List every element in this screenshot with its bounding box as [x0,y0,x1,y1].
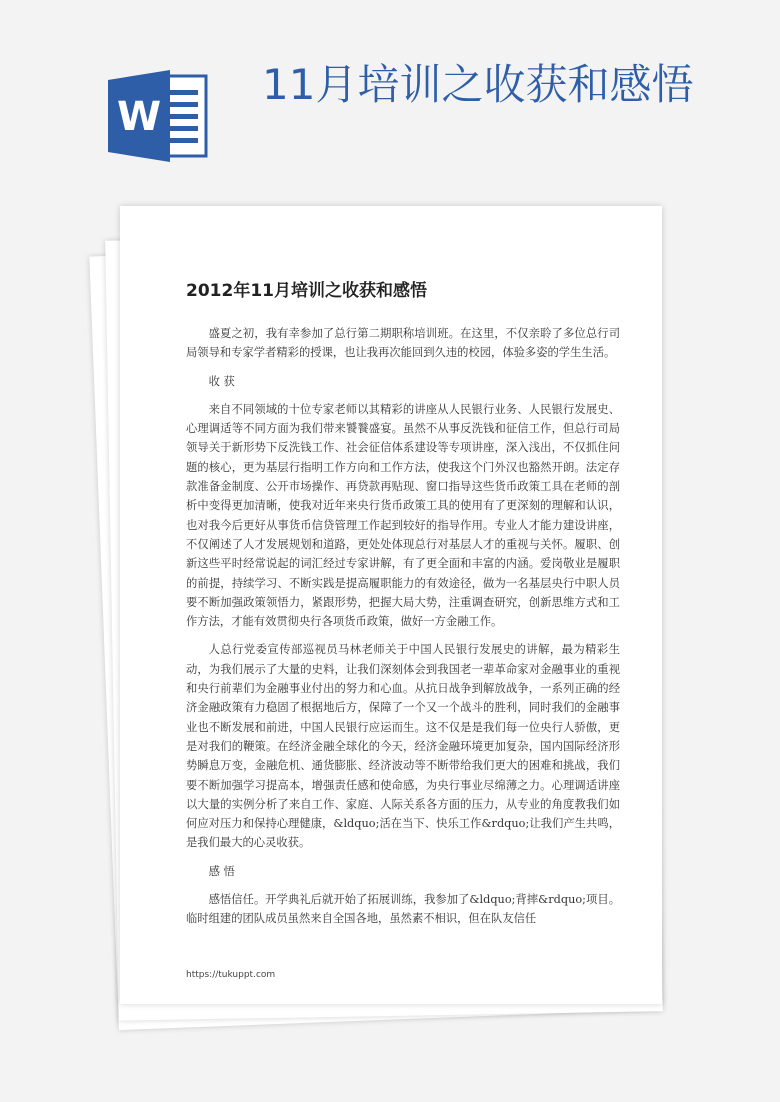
paragraph-lectures: 来自不同领域的十位专家老师以其精彩的讲座从人民银行业务、人民银行发展史、心理调适等不同方面为我们带来饕餮盛宴。虽然不从事反洗钱和征信工作，但总行司局领导关于新形势下反洗钱工作、社会征信体系建设等专项讲座，深入浅出，不仅抓住问题的核心，更为基层行指明工作方向和工作方法，使我这个门外汉也豁然开朗。法定存款准备金制度、公开市场操作、再贷款再贴现、窗口指导这些货币政策工具在老师的剖析中变得更加清晰，使我对近年来央行货币政策工具的使用有了更深刻的理解和认识，也对我今后更好从事货币信贷管理工作起到较好的指导作用。专业人才能力建设讲座，不仅阐述了人才发展规划和道路，更处处体现总行对基层人才的重视与关怀。履职、创新这些平时经常说起的词汇经过专家讲解，有了更全面和丰富的内涵。爱岗敬业是履职的前提，持续学习、不断实践是提高履职能力的有效途径，做为一名基层央行中职人员要不断加强政策领悟力，紧跟形势，把握大局大势，注重调查研究，创新思维方式和工作方法，才能有效贯彻央行各项货币政策，做好一方金融工作。 [186,402,620,629]
section-heading-insights: 感 悟 [208,864,235,878]
page-title: 11月培训之收获和感悟 [262,60,694,109]
word-logo-letter: W [116,94,162,140]
paragraph-history: 人总行党委宣传部巡视员马林老师关于中国人民银行发展史的讲解，最为精彩生动，为我们展示了大量的史料，让我们深刻体会到我国老一辈革命家对金融事业的重视和央行前辈们为金融事业付出的努力和心血。从抗日战争到解放战争，一系列正确的经济金融政策有力稳固了根据地后方，保障了一个又一个战斗的胜利，同时我们的金融事业也不断发展和前进，中国人民银行应运而生。这不仅是是我们每一位央行人骄傲，更是对我们的鞭策。在经济金融全球化的今天，经济金融环境更加复杂，国内国际经济形势瞬息万变，金融危机、通货膨胀、经济波动等不断带给我们更大的困难和挑战，我们要不断加强学习提高本，增强责任感和使命感，为央行事业尽绵薄之力。心理调适讲座以大量的实例分析了来自工作、家庭、人际关系各方面的压力，从专业的角度教我们如何应对压力和保持心理健康，&ldquo;活在当下、快乐工作&rdquo;让我们产生共鸣，是我们最大的心灵收获。 [186,643,620,850]
paragraph-trust: 感悟信任。开学典礼后就开始了拓展训练，我参加了&ldquo;背摔&rdquo;项目。临时组建的团队成员虽然来自全国各地，虽然素不相识，但在队友信任 [186,893,620,926]
footer-url: https://tukuppt.com [186,970,276,980]
paragraph-intro: 盛夏之初，我有幸参加了总行第二期职称培训班。在这里，不仅亲聆了多位总行司局领导和专家学者精彩的授课，也让我再次能回到久违的校园，体验多姿的学生生活。 [186,327,620,360]
word-document-icon [108,70,208,162]
document-page [120,206,662,1004]
document-title: 2012年11月培训之收获和感悟 [186,281,427,301]
section-heading-gains: 收 获 [208,374,235,388]
document-body [186,324,620,938]
